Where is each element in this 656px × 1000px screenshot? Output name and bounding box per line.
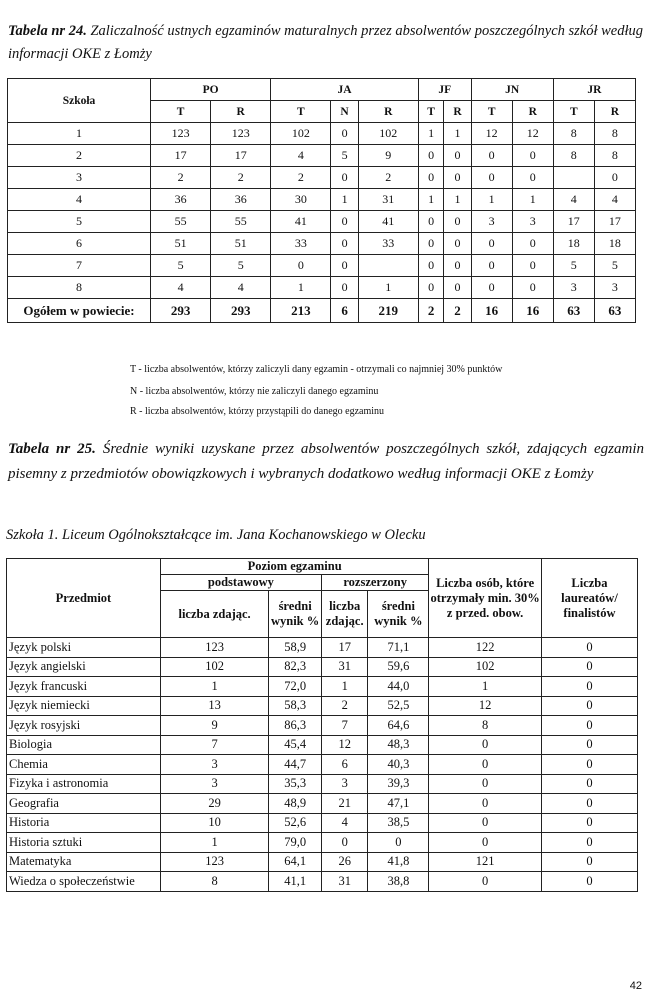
total-cell: 2 bbox=[418, 299, 443, 323]
value-cell: 17 bbox=[211, 145, 271, 167]
table-row bbox=[7, 833, 638, 853]
value-cell: 3 bbox=[160, 774, 268, 794]
total-cell: 63 bbox=[594, 299, 635, 323]
value-cell: 5 bbox=[331, 145, 358, 167]
value-cell: 64,6 bbox=[368, 716, 429, 736]
group-header: JF bbox=[418, 79, 471, 101]
value-cell: 47,1 bbox=[368, 794, 429, 814]
legend-r: R - liczba absolwentów, którzy przystąpili do danego egzaminu bbox=[130, 406, 384, 417]
value-cell: 0 bbox=[541, 833, 637, 853]
value-cell: 9 bbox=[160, 716, 268, 736]
value-cell: 36 bbox=[151, 189, 211, 211]
value-cell: 13 bbox=[160, 696, 268, 716]
table-24 bbox=[7, 78, 636, 323]
value-cell: 0 bbox=[331, 277, 358, 299]
value-cell: 0 bbox=[429, 872, 542, 892]
value-cell: 4 bbox=[321, 813, 367, 833]
value-cell: 86,3 bbox=[269, 716, 322, 736]
table-row bbox=[8, 211, 636, 233]
value-cell: 41 bbox=[358, 211, 418, 233]
school-number: 7 bbox=[8, 255, 151, 277]
value-cell: 44,0 bbox=[368, 677, 429, 697]
subheader-cell: N bbox=[331, 101, 358, 123]
total-cell: 219 bbox=[358, 299, 418, 323]
table-24-caption: Tabela nr 24. Zaliczalność ustnych egzaminów maturalnych przez absolwentów poszczególnych szkół według informacji OKE z Łomży bbox=[8, 23, 644, 62]
value-cell: 0 bbox=[429, 794, 542, 814]
value-cell: 2 bbox=[211, 167, 271, 189]
value-cell: 8 bbox=[429, 716, 542, 736]
group-header: PO bbox=[151, 79, 271, 101]
value-cell: 38,5 bbox=[368, 813, 429, 833]
table-row bbox=[8, 233, 636, 255]
value-cell: 1 bbox=[429, 677, 542, 697]
school-number: 8 bbox=[8, 277, 151, 299]
value-cell: 0 bbox=[512, 233, 553, 255]
value-cell: 0 bbox=[512, 255, 553, 277]
table-row bbox=[7, 657, 638, 677]
subject-name: Geografia bbox=[7, 794, 161, 814]
value-cell: 8 bbox=[594, 145, 635, 167]
table-row bbox=[7, 852, 638, 872]
value-cell: 1 bbox=[160, 833, 268, 853]
value-cell: 55 bbox=[151, 211, 211, 233]
table-row bbox=[7, 716, 638, 736]
subheader-cell: T bbox=[151, 101, 211, 123]
value-cell: 1 bbox=[418, 189, 443, 211]
value-cell: 8 bbox=[594, 123, 635, 145]
value-cell: 0 bbox=[541, 852, 637, 872]
school-number: 3 bbox=[8, 167, 151, 189]
legend-t: T - liczba absolwentów, którzy zaliczyli dany egzamin - otrzymali co najmniej 30% punktów bbox=[130, 364, 503, 375]
subject-name: Biologia bbox=[7, 735, 161, 755]
value-cell: 31 bbox=[321, 872, 367, 892]
value-cell: 51 bbox=[151, 233, 211, 255]
school-header: Szkoła bbox=[8, 79, 151, 123]
value-cell: 1 bbox=[444, 123, 471, 145]
total-cell: 213 bbox=[271, 299, 331, 323]
value-cell: 40,3 bbox=[368, 755, 429, 775]
value-cell: 102 bbox=[160, 657, 268, 677]
value-cell: 0 bbox=[418, 211, 443, 233]
value-cell: 0 bbox=[512, 167, 553, 189]
table-row bbox=[8, 145, 636, 167]
total-row bbox=[8, 299, 636, 323]
value-cell: 71,1 bbox=[368, 638, 429, 658]
value-cell: 7 bbox=[321, 716, 367, 736]
value-cell: 1 bbox=[418, 123, 443, 145]
value-cell: 55 bbox=[211, 211, 271, 233]
value-cell: 1 bbox=[331, 189, 358, 211]
value-cell: 7 bbox=[160, 735, 268, 755]
value-cell: 2 bbox=[358, 167, 418, 189]
value-cell: 0 bbox=[541, 755, 637, 775]
value-cell: 30 bbox=[271, 189, 331, 211]
value-cell: 0 bbox=[331, 211, 358, 233]
value-cell: 102 bbox=[358, 123, 418, 145]
subject-name: Wiedza o społeczeństwie bbox=[7, 872, 161, 892]
value-cell: 0 bbox=[541, 735, 637, 755]
value-cell: 121 bbox=[429, 852, 542, 872]
subheader-cell: T bbox=[418, 101, 443, 123]
value-cell: 0 bbox=[594, 167, 635, 189]
value-cell: 0 bbox=[444, 233, 471, 255]
table-row bbox=[8, 123, 636, 145]
value-cell: 12 bbox=[512, 123, 553, 145]
group-header: JR bbox=[553, 79, 635, 101]
value-cell: 29 bbox=[160, 794, 268, 814]
value-cell: 21 bbox=[321, 794, 367, 814]
table-row bbox=[7, 638, 638, 658]
value-cell bbox=[358, 255, 418, 277]
value-cell: 0 bbox=[418, 255, 443, 277]
table-row bbox=[7, 755, 638, 775]
school-number: 5 bbox=[8, 211, 151, 233]
value-cell: 52,5 bbox=[368, 696, 429, 716]
value-cell: 1 bbox=[358, 277, 418, 299]
subject-header: Przedmiot bbox=[7, 559, 161, 638]
value-cell: 0 bbox=[368, 833, 429, 853]
value-cell: 17 bbox=[151, 145, 211, 167]
value-cell: 5 bbox=[211, 255, 271, 277]
group-header: JN bbox=[471, 79, 553, 101]
value-cell: 45,4 bbox=[269, 735, 322, 755]
table-row bbox=[8, 167, 636, 189]
value-cell: 64,1 bbox=[269, 852, 322, 872]
value-cell: 123 bbox=[160, 852, 268, 872]
value-cell: 31 bbox=[321, 657, 367, 677]
value-cell: 12 bbox=[429, 696, 542, 716]
subheader-cell: R bbox=[512, 101, 553, 123]
value-cell: 2 bbox=[321, 696, 367, 716]
value-cell: 48,3 bbox=[368, 735, 429, 755]
value-cell: 38,8 bbox=[368, 872, 429, 892]
value-cell: 8 bbox=[553, 145, 594, 167]
legend-n: N - liczba absolwentów, którzy nie zaliczyli danego egzaminu bbox=[130, 386, 379, 397]
value-cell: 4 bbox=[553, 189, 594, 211]
total-cell: 293 bbox=[211, 299, 271, 323]
subject-name: Matematyka bbox=[7, 852, 161, 872]
value-cell: 5 bbox=[553, 255, 594, 277]
value-cell: 18 bbox=[594, 233, 635, 255]
value-cell: 0 bbox=[541, 696, 637, 716]
total-cell: 16 bbox=[471, 299, 512, 323]
value-cell bbox=[553, 167, 594, 189]
value-cell: 2 bbox=[271, 167, 331, 189]
value-cell: 0 bbox=[331, 167, 358, 189]
subject-name: Historia sztuki bbox=[7, 833, 161, 853]
value-cell: 123 bbox=[211, 123, 271, 145]
value-cell: 0 bbox=[471, 233, 512, 255]
table-row bbox=[8, 277, 636, 299]
value-cell: 0 bbox=[541, 774, 637, 794]
value-cell: 0 bbox=[331, 123, 358, 145]
table-25 bbox=[6, 558, 638, 892]
value-cell: 3 bbox=[512, 211, 553, 233]
subject-name: Język angielski bbox=[7, 657, 161, 677]
subheader-cell: T bbox=[553, 101, 594, 123]
value-cell: 0 bbox=[541, 813, 637, 833]
table-25-caption: Tabela nr 25. Średnie wyniki uzyskane przez absolwentów poszczególnych szkół, zdających egzamin pisemny z przedmiotów obowiązkowych i wybranych dodatkowo według informacji OKE z Łomży bbox=[8, 441, 644, 482]
school-number: 2 bbox=[8, 145, 151, 167]
value-cell: 0 bbox=[541, 872, 637, 892]
avg-ext-header: średni wynik % bbox=[368, 591, 429, 638]
table-row bbox=[8, 255, 636, 277]
passed-header: Liczba osób, które otrzymały min. 30% z przed. obow. bbox=[429, 559, 542, 638]
value-cell: 0 bbox=[429, 755, 542, 775]
value-cell: 0 bbox=[271, 255, 331, 277]
subject-name: Fizyka i astronomia bbox=[7, 774, 161, 794]
value-cell: 4 bbox=[594, 189, 635, 211]
school-number: 1 bbox=[8, 123, 151, 145]
value-cell: 4 bbox=[211, 277, 271, 299]
subheader-cell: T bbox=[271, 101, 331, 123]
value-cell: 3 bbox=[553, 277, 594, 299]
basic-header: podstawowy bbox=[160, 575, 321, 591]
value-cell: 0 bbox=[429, 735, 542, 755]
value-cell: 59,6 bbox=[368, 657, 429, 677]
value-cell: 0 bbox=[512, 145, 553, 167]
value-cell: 0 bbox=[512, 277, 553, 299]
value-cell: 5 bbox=[151, 255, 211, 277]
value-cell: 17 bbox=[321, 638, 367, 658]
value-cell: 3 bbox=[321, 774, 367, 794]
value-cell: 4 bbox=[271, 145, 331, 167]
value-cell: 79,0 bbox=[269, 833, 322, 853]
value-cell: 0 bbox=[541, 794, 637, 814]
value-cell: 1 bbox=[512, 189, 553, 211]
value-cell: 41,8 bbox=[368, 852, 429, 872]
value-cell: 12 bbox=[321, 735, 367, 755]
total-label: Ogółem w powiecie: bbox=[8, 299, 151, 323]
value-cell: 8 bbox=[553, 123, 594, 145]
value-cell: 0 bbox=[471, 167, 512, 189]
subheader-cell: R bbox=[211, 101, 271, 123]
value-cell: 1 bbox=[160, 677, 268, 697]
value-cell: 52,6 bbox=[269, 813, 322, 833]
count-basic-header: liczba zdając. bbox=[160, 591, 268, 638]
count-ext-header: liczba zdając. bbox=[321, 591, 367, 638]
value-cell: 0 bbox=[541, 677, 637, 697]
value-cell: 5 bbox=[594, 255, 635, 277]
total-cell: 6 bbox=[331, 299, 358, 323]
value-cell: 1 bbox=[444, 189, 471, 211]
value-cell: 3 bbox=[160, 755, 268, 775]
table-row bbox=[7, 677, 638, 697]
value-cell: 17 bbox=[594, 211, 635, 233]
value-cell: 0 bbox=[418, 167, 443, 189]
subject-name: Język francuski bbox=[7, 677, 161, 697]
subheader-cell: R bbox=[358, 101, 418, 123]
extended-header: rozszerzony bbox=[321, 575, 428, 591]
value-cell: 48,9 bbox=[269, 794, 322, 814]
value-cell: 58,3 bbox=[269, 696, 322, 716]
table-row bbox=[7, 872, 638, 892]
value-cell: 0 bbox=[418, 233, 443, 255]
value-cell: 10 bbox=[160, 813, 268, 833]
value-cell: 3 bbox=[471, 211, 512, 233]
value-cell: 4 bbox=[151, 277, 211, 299]
value-cell: 123 bbox=[151, 123, 211, 145]
value-cell: 17 bbox=[553, 211, 594, 233]
value-cell: 0 bbox=[331, 233, 358, 255]
group-header: JA bbox=[271, 79, 419, 101]
value-cell: 0 bbox=[541, 716, 637, 736]
value-cell: 12 bbox=[471, 123, 512, 145]
value-cell: 26 bbox=[321, 852, 367, 872]
avg-basic-header: średni wynik % bbox=[269, 591, 322, 638]
value-cell: 8 bbox=[160, 872, 268, 892]
value-cell: 1 bbox=[271, 277, 331, 299]
value-cell: 58,9 bbox=[269, 638, 322, 658]
level-header: Poziom egzaminu bbox=[160, 559, 428, 575]
school-number: 4 bbox=[8, 189, 151, 211]
value-cell: 18 bbox=[553, 233, 594, 255]
value-cell: 31 bbox=[358, 189, 418, 211]
subheader-cell: R bbox=[444, 101, 471, 123]
value-cell: 36 bbox=[211, 189, 271, 211]
page-number: 42 bbox=[629, 980, 642, 992]
total-cell: 63 bbox=[553, 299, 594, 323]
value-cell: 0 bbox=[429, 774, 542, 794]
total-cell: 293 bbox=[151, 299, 211, 323]
school-number: 6 bbox=[8, 233, 151, 255]
value-cell: 41,1 bbox=[269, 872, 322, 892]
value-cell: 6 bbox=[321, 755, 367, 775]
table-row bbox=[7, 774, 638, 794]
value-cell: 1 bbox=[321, 677, 367, 697]
value-cell: 102 bbox=[429, 657, 542, 677]
value-cell: 35,3 bbox=[269, 774, 322, 794]
value-cell: 0 bbox=[541, 638, 637, 658]
subject-name: Język rosyjski bbox=[7, 716, 161, 736]
subheader-cell: R bbox=[594, 101, 635, 123]
value-cell: 0 bbox=[429, 813, 542, 833]
value-cell: 0 bbox=[418, 145, 443, 167]
total-cell: 2 bbox=[444, 299, 471, 323]
subject-name: Język polski bbox=[7, 638, 161, 658]
value-cell: 0 bbox=[541, 657, 637, 677]
value-cell: 51 bbox=[211, 233, 271, 255]
value-cell: 122 bbox=[429, 638, 542, 658]
subject-name: Historia bbox=[7, 813, 161, 833]
value-cell: 0 bbox=[429, 833, 542, 853]
table-row bbox=[7, 794, 638, 814]
subject-name: Chemia bbox=[7, 755, 161, 775]
table-row bbox=[7, 735, 638, 755]
value-cell: 0 bbox=[471, 277, 512, 299]
table-row bbox=[8, 189, 636, 211]
value-cell: 2 bbox=[151, 167, 211, 189]
table-row bbox=[7, 813, 638, 833]
value-cell: 9 bbox=[358, 145, 418, 167]
value-cell: 0 bbox=[444, 167, 471, 189]
value-cell: 33 bbox=[271, 233, 331, 255]
value-cell: 0 bbox=[444, 145, 471, 167]
value-cell: 123 bbox=[160, 638, 268, 658]
value-cell: 44,7 bbox=[269, 755, 322, 775]
subject-name: Język niemiecki bbox=[7, 696, 161, 716]
value-cell: 1 bbox=[471, 189, 512, 211]
value-cell: 0 bbox=[471, 145, 512, 167]
value-cell: 33 bbox=[358, 233, 418, 255]
value-cell: 82,3 bbox=[269, 657, 322, 677]
value-cell: 3 bbox=[594, 277, 635, 299]
value-cell: 0 bbox=[471, 255, 512, 277]
table-row bbox=[7, 696, 638, 716]
value-cell: 0 bbox=[321, 833, 367, 853]
value-cell: 0 bbox=[418, 277, 443, 299]
value-cell: 0 bbox=[444, 211, 471, 233]
total-cell: 16 bbox=[512, 299, 553, 323]
value-cell: 102 bbox=[271, 123, 331, 145]
value-cell: 0 bbox=[331, 255, 358, 277]
laureates-header: Liczba laureatów/ finalistów bbox=[541, 559, 637, 638]
value-cell: 72,0 bbox=[269, 677, 322, 697]
value-cell: 41 bbox=[271, 211, 331, 233]
value-cell: 39,3 bbox=[368, 774, 429, 794]
value-cell: 0 bbox=[444, 277, 471, 299]
value-cell: 0 bbox=[444, 255, 471, 277]
school-title: Szkoła 1. Liceum Ogólnokształcące im. Jana Kochanowskiego w Olecku bbox=[6, 527, 426, 543]
subheader-cell: T bbox=[471, 101, 512, 123]
